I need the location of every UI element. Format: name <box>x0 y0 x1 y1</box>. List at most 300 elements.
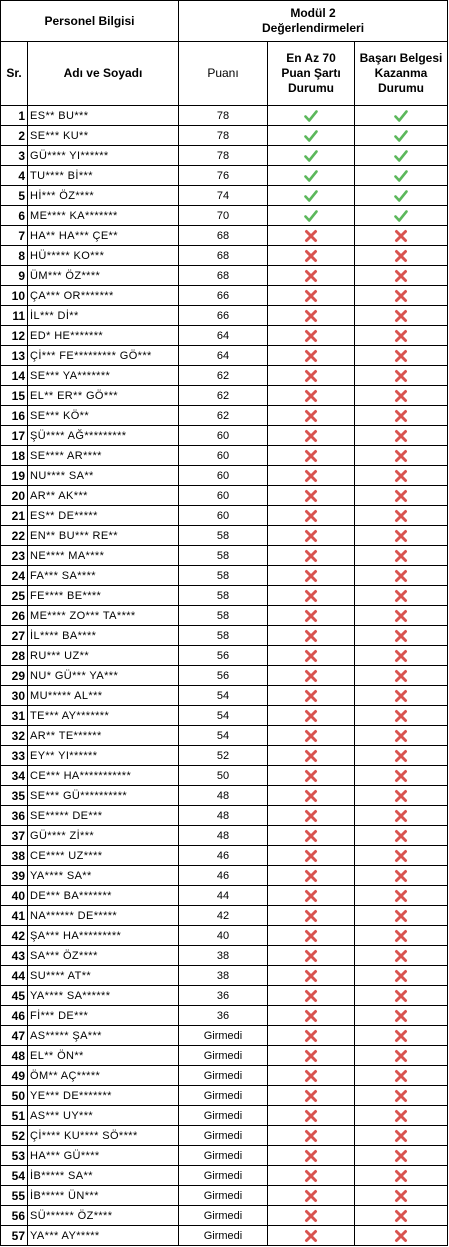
belge-status-cell <box>355 726 448 746</box>
score-cell: 78 <box>179 106 268 126</box>
score-cell: Girmedi <box>179 1206 268 1226</box>
belge-status-cell <box>355 946 448 966</box>
belge-status-cell <box>355 486 448 506</box>
row-number: 11 <box>1 306 28 326</box>
belge-status-cell <box>355 1126 448 1146</box>
cross-icon <box>268 449 354 463</box>
person-name: İL**** BA**** <box>28 626 179 646</box>
belge-status-cell <box>355 546 448 566</box>
table-row <box>1 966 448 986</box>
row-number: 47 <box>1 1026 28 1046</box>
person-name: RU*** UZ** <box>28 646 179 666</box>
table-row <box>1 746 448 766</box>
table-row <box>1 246 448 266</box>
belge-status-cell <box>355 1206 448 1226</box>
sart-status-cell <box>268 326 355 346</box>
belge-header-line2: Kazanma <box>374 66 428 80</box>
score-cell: 78 <box>179 126 268 146</box>
person-name: İL*** Dİ** <box>28 306 179 326</box>
sart-status-cell <box>268 766 355 786</box>
cross-icon <box>268 989 354 1003</box>
sart-status-cell <box>268 506 355 526</box>
person-name: AS*** UY*** <box>28 1106 179 1126</box>
person-name: YA*** AY***** <box>28 1226 179 1246</box>
belge-status-cell <box>355 1086 448 1106</box>
cross-icon <box>268 609 354 623</box>
belge-header <box>355 42 448 106</box>
row-number: 13 <box>1 346 28 366</box>
person-name: SA*** ÖZ**** <box>28 946 179 966</box>
sart-status-cell <box>268 946 355 966</box>
row-number: 12 <box>1 326 28 346</box>
row-number: 30 <box>1 686 28 706</box>
row-number: 18 <box>1 446 28 466</box>
sart-status-cell <box>268 406 355 426</box>
row-number: 16 <box>1 406 28 426</box>
score-cell: 52 <box>179 746 268 766</box>
cross-icon <box>268 629 354 643</box>
score-cell: 54 <box>179 726 268 746</box>
belge-status-cell <box>355 1046 448 1066</box>
sart-status-cell <box>268 426 355 446</box>
modul-header <box>179 1 448 42</box>
person-name: Fİ*** DE*** <box>28 1006 179 1026</box>
row-number: 34 <box>1 766 28 786</box>
sart-status-cell <box>268 526 355 546</box>
cross-icon <box>268 409 354 423</box>
table-row <box>1 886 448 906</box>
row-number: 21 <box>1 506 28 526</box>
table-row <box>1 1166 448 1186</box>
person-name: AR** AK*** <box>28 486 179 506</box>
sart-status-cell <box>268 286 355 306</box>
belge-status-cell <box>355 426 448 446</box>
sart-status-cell <box>268 446 355 466</box>
cross-icon <box>355 709 447 723</box>
table-row <box>1 266 448 286</box>
score-cell: Girmedi <box>179 1186 268 1206</box>
cross-icon <box>355 449 447 463</box>
cross-icon <box>268 749 354 763</box>
cross-icon <box>268 1189 354 1203</box>
table-row <box>1 446 448 466</box>
cross-icon <box>268 949 354 963</box>
row-number: 2 <box>1 126 28 146</box>
belge-status-cell <box>355 886 448 906</box>
cross-icon <box>268 669 354 683</box>
row-number: 20 <box>1 486 28 506</box>
row-number: 7 <box>1 226 28 246</box>
row-number: 48 <box>1 1046 28 1066</box>
check-icon <box>355 189 447 203</box>
person-name: NU* GÜ*** YA*** <box>28 666 179 686</box>
cross-icon <box>268 1209 354 1223</box>
cross-icon <box>268 489 354 503</box>
cross-icon <box>355 569 447 583</box>
row-number: 45 <box>1 986 28 1006</box>
belge-status-cell <box>355 1026 448 1046</box>
sart-status-cell <box>268 826 355 846</box>
sart-status-cell <box>268 1086 355 1106</box>
cross-icon <box>268 509 354 523</box>
belge-status-cell <box>355 926 448 946</box>
sart-header-line3: Durumu <box>288 81 334 95</box>
sart-status-cell <box>268 806 355 826</box>
cross-icon <box>268 229 354 243</box>
table-row <box>1 706 448 726</box>
person-name: SU**** AT** <box>28 966 179 986</box>
sart-status-cell <box>268 846 355 866</box>
cross-icon <box>355 829 447 843</box>
person-name: CE**** UZ**** <box>28 846 179 866</box>
score-cell: 74 <box>179 186 268 206</box>
score-cell: Girmedi <box>179 1226 268 1246</box>
cross-icon <box>268 329 354 343</box>
person-name: HÜ***** KO*** <box>28 246 179 266</box>
cross-icon <box>268 249 354 263</box>
score-cell: 70 <box>179 206 268 226</box>
sart-status-cell <box>268 166 355 186</box>
cross-icon <box>268 389 354 403</box>
sart-status-cell <box>268 186 355 206</box>
person-name: Çİ**** KU**** SÖ**** <box>28 1126 179 1146</box>
sart-status-cell <box>268 366 355 386</box>
belge-status-cell <box>355 866 448 886</box>
belge-status-cell <box>355 586 448 606</box>
sart-header-line2: Puan Şartı <box>281 66 341 80</box>
person-name: ŞA*** HA********* <box>28 926 179 946</box>
check-icon <box>268 149 354 163</box>
score-cell: 36 <box>179 1006 268 1026</box>
table-row <box>1 526 448 546</box>
belge-status-cell <box>355 1186 448 1206</box>
row-number: 54 <box>1 1166 28 1186</box>
sart-status-cell <box>268 1166 355 1186</box>
sart-header-line1: En Az 70 <box>286 51 336 65</box>
score-cell: Girmedi <box>179 1126 268 1146</box>
cross-icon <box>268 529 354 543</box>
score-cell: 48 <box>179 806 268 826</box>
row-number: 36 <box>1 806 28 826</box>
modul-header-line2: Değerlendirmeleri <box>261 21 365 35</box>
table-row <box>1 946 448 966</box>
sart-status-cell <box>268 546 355 566</box>
row-number: 57 <box>1 1226 28 1246</box>
score-cell: 62 <box>179 406 268 426</box>
cross-icon <box>355 1109 447 1123</box>
belge-status-cell <box>355 686 448 706</box>
cross-icon <box>268 1049 354 1063</box>
header-row-top <box>1 1 448 42</box>
cross-icon <box>355 689 447 703</box>
person-name: YA**** SA****** <box>28 986 179 1006</box>
score-cell: 50 <box>179 766 268 786</box>
person-name: ÜM*** ÖZ**** <box>28 266 179 286</box>
cross-icon <box>355 349 447 363</box>
table-row <box>1 606 448 626</box>
person-name: AR** TE****** <box>28 726 179 746</box>
sart-status-cell <box>268 1046 355 1066</box>
sart-status-cell <box>268 1106 355 1126</box>
score-cell: Girmedi <box>179 1086 268 1106</box>
belge-status-cell <box>355 1106 448 1126</box>
modul-header-line1: Modül 2 <box>290 6 336 20</box>
row-number: 19 <box>1 466 28 486</box>
cross-icon <box>268 1009 354 1023</box>
cross-icon <box>355 1229 447 1243</box>
person-name: SE***** DE*** <box>28 806 179 826</box>
row-number: 55 <box>1 1186 28 1206</box>
cross-icon <box>268 649 354 663</box>
score-cell: 64 <box>179 326 268 346</box>
sart-status-cell <box>268 726 355 746</box>
table-row <box>1 226 448 246</box>
sart-status-cell <box>268 346 355 366</box>
row-number: 15 <box>1 386 28 406</box>
row-number: 22 <box>1 526 28 546</box>
score-cell: 58 <box>179 586 268 606</box>
table-row <box>1 1146 448 1166</box>
row-number: 42 <box>1 926 28 946</box>
table-row <box>1 326 448 346</box>
cross-icon <box>268 469 354 483</box>
table-row <box>1 906 448 926</box>
cross-icon <box>355 1069 447 1083</box>
score-cell: 38 <box>179 946 268 966</box>
belge-status-cell <box>355 126 448 146</box>
cross-icon <box>355 1209 447 1223</box>
cross-icon <box>355 669 447 683</box>
belge-header-line3: Durumu <box>378 81 424 95</box>
check-icon <box>355 209 447 223</box>
score-cell: 58 <box>179 526 268 546</box>
row-number: 39 <box>1 866 28 886</box>
score-cell: 36 <box>179 986 268 1006</box>
cross-icon <box>355 1129 447 1143</box>
cross-icon <box>355 1029 447 1043</box>
person-name: ES** DE***** <box>28 506 179 526</box>
row-number: 46 <box>1 1006 28 1026</box>
score-cell: 68 <box>179 266 268 286</box>
cross-icon <box>268 709 354 723</box>
score-cell: 66 <box>179 306 268 326</box>
table-row <box>1 586 448 606</box>
person-name: SE*** KÖ** <box>28 406 179 426</box>
person-name: MU***** AL*** <box>28 686 179 706</box>
cross-icon <box>355 469 447 483</box>
cross-icon <box>268 1109 354 1123</box>
belge-status-cell <box>355 846 448 866</box>
score-cell: 68 <box>179 246 268 266</box>
table-row <box>1 786 448 806</box>
table-row <box>1 1086 448 1106</box>
cross-icon <box>355 649 447 663</box>
score-cell: 58 <box>179 626 268 646</box>
belge-status-cell <box>355 446 448 466</box>
score-cell: Girmedi <box>179 1026 268 1046</box>
table-row <box>1 406 448 426</box>
cross-icon <box>268 369 354 383</box>
score-cell: Girmedi <box>179 1166 268 1186</box>
person-name: NA****** DE***** <box>28 906 179 926</box>
belge-status-cell <box>355 1166 448 1186</box>
row-number: 44 <box>1 966 28 986</box>
cross-icon <box>355 989 447 1003</box>
cross-icon <box>355 429 447 443</box>
score-cell: 54 <box>179 686 268 706</box>
sart-status-cell <box>268 266 355 286</box>
score-cell: Girmedi <box>179 1106 268 1126</box>
sart-status-cell <box>268 966 355 986</box>
cross-icon <box>355 309 447 323</box>
cross-icon <box>355 809 447 823</box>
table-body <box>1 106 448 1246</box>
person-name: SE*** KU** <box>28 126 179 146</box>
score-header: Puanı <box>179 42 268 106</box>
cross-icon <box>268 789 354 803</box>
table-row <box>1 186 448 206</box>
belge-status-cell <box>355 1226 448 1246</box>
row-number: 49 <box>1 1066 28 1086</box>
row-number: 35 <box>1 786 28 806</box>
cross-icon <box>268 909 354 923</box>
belge-status-cell <box>355 806 448 826</box>
score-cell: 68 <box>179 226 268 246</box>
table-row <box>1 1226 448 1246</box>
sart-header <box>268 42 355 106</box>
cross-icon <box>355 769 447 783</box>
cross-icon <box>355 1149 447 1163</box>
sart-status-cell <box>268 1026 355 1046</box>
sart-status-cell <box>268 706 355 726</box>
sart-status-cell <box>268 626 355 646</box>
belge-status-cell <box>355 166 448 186</box>
belge-status-cell <box>355 626 448 646</box>
sart-status-cell <box>268 586 355 606</box>
belge-status-cell <box>355 146 448 166</box>
person-name: FA*** SA**** <box>28 566 179 586</box>
person-name: ES** BU*** <box>28 106 179 126</box>
row-number: 9 <box>1 266 28 286</box>
sart-status-cell <box>268 606 355 626</box>
cross-icon <box>355 1089 447 1103</box>
cross-icon <box>268 869 354 883</box>
person-name: EL** ER** GÖ*** <box>28 386 179 406</box>
score-cell: 38 <box>179 966 268 986</box>
cross-icon <box>268 569 354 583</box>
cross-icon <box>355 549 447 563</box>
person-name: SE*** YA******* <box>28 366 179 386</box>
belge-status-cell <box>355 246 448 266</box>
cross-icon <box>355 929 447 943</box>
row-number: 4 <box>1 166 28 186</box>
cross-icon <box>268 269 354 283</box>
score-cell: 40 <box>179 926 268 946</box>
cross-icon <box>268 689 354 703</box>
row-number: 43 <box>1 946 28 966</box>
cross-icon <box>268 929 354 943</box>
personel-bilgisi-header: Personel Bilgisi <box>1 1 179 42</box>
cross-icon <box>355 1169 447 1183</box>
cross-icon <box>268 429 354 443</box>
check-icon <box>355 129 447 143</box>
belge-status-cell <box>355 986 448 1006</box>
table-row <box>1 726 448 746</box>
sart-status-cell <box>268 386 355 406</box>
cross-icon <box>268 889 354 903</box>
name-header: Adı ve Soyadı <box>28 42 179 106</box>
table-row <box>1 1186 448 1206</box>
table-row <box>1 646 448 666</box>
sart-status-cell <box>268 486 355 506</box>
cross-icon <box>268 1149 354 1163</box>
belge-status-cell <box>355 966 448 986</box>
person-name: HA** HA*** ÇE** <box>28 226 179 246</box>
sart-status-cell <box>268 146 355 166</box>
table-row <box>1 106 448 126</box>
row-number: 5 <box>1 186 28 206</box>
table-row <box>1 146 448 166</box>
row-number: 14 <box>1 366 28 386</box>
cross-icon <box>355 909 447 923</box>
cross-icon <box>355 589 447 603</box>
row-number: 27 <box>1 626 28 646</box>
table-row <box>1 466 448 486</box>
cross-icon <box>268 969 354 983</box>
belge-status-cell <box>355 106 448 126</box>
cross-icon <box>355 849 447 863</box>
check-icon <box>268 169 354 183</box>
row-number: 26 <box>1 606 28 626</box>
sart-status-cell <box>268 1186 355 1206</box>
score-cell: 58 <box>179 566 268 586</box>
person-name: NE**** MA**** <box>28 546 179 566</box>
belge-status-cell <box>355 646 448 666</box>
cross-icon <box>268 349 354 363</box>
cross-icon <box>355 749 447 763</box>
sart-status-cell <box>268 1226 355 1246</box>
table-row <box>1 1066 448 1086</box>
person-name: ED* HE******* <box>28 326 179 346</box>
belge-status-cell <box>355 206 448 226</box>
sart-status-cell <box>268 1126 355 1146</box>
cross-icon <box>268 1229 354 1243</box>
cross-icon <box>355 789 447 803</box>
cross-icon <box>355 1049 447 1063</box>
sart-status-cell <box>268 246 355 266</box>
belge-status-cell <box>355 566 448 586</box>
sart-status-cell <box>268 986 355 1006</box>
belge-status-cell <box>355 826 448 846</box>
table-row <box>1 166 448 186</box>
cross-icon <box>268 729 354 743</box>
sart-status-cell <box>268 1006 355 1026</box>
cross-icon <box>355 409 447 423</box>
score-cell: 66 <box>179 286 268 306</box>
cross-icon <box>268 1069 354 1083</box>
person-name: SÜ****** ÖZ**** <box>28 1206 179 1226</box>
person-name: Çİ*** FE********* GÖ*** <box>28 346 179 366</box>
person-name: ÇA*** OR******* <box>28 286 179 306</box>
check-icon <box>268 129 354 143</box>
cross-icon <box>268 309 354 323</box>
row-number: 31 <box>1 706 28 726</box>
belge-status-cell <box>355 746 448 766</box>
row-number: 56 <box>1 1206 28 1226</box>
person-name: YA**** SA** <box>28 866 179 886</box>
row-number: 41 <box>1 906 28 926</box>
score-cell: 60 <box>179 486 268 506</box>
